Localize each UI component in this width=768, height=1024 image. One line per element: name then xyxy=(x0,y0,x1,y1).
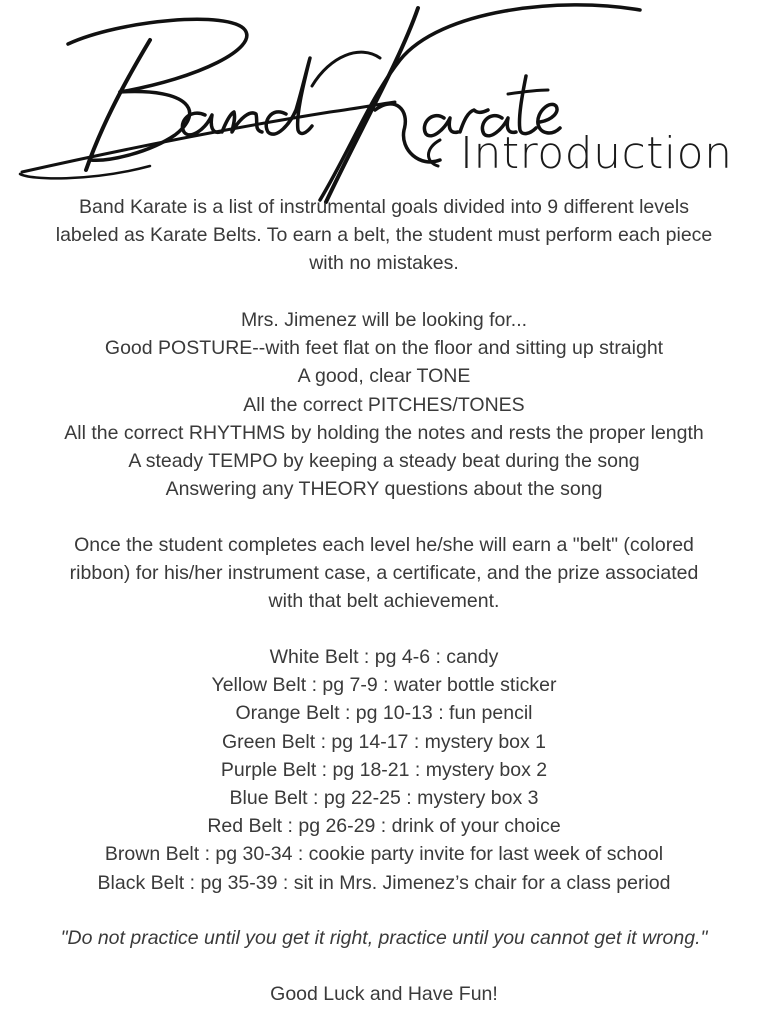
closing-line: Good Luck and Have Fun! xyxy=(270,983,498,1005)
intro-line: with no mistakes. xyxy=(309,252,459,275)
belt-item-yellow: Yellow Belt : pg 7-9 : water bottle sticker xyxy=(211,674,557,697)
criteria-item: Good POSTURE--with feet flat on the floor and sitting up straight xyxy=(104,337,664,360)
belt-item-orange: Orange Belt : pg 10-13 : fun pencil xyxy=(235,702,533,725)
belt-item-brown: Brown Belt : pg 30-34 : cookie party invite for last week of school xyxy=(104,843,664,866)
reward-paragraph xyxy=(40,531,728,616)
criteria-item: Answering any THEORY questions about the song xyxy=(165,478,603,501)
criteria-list xyxy=(40,306,728,503)
intro-line: Band Karate is a list of instrumental goals divided into 9 different levels xyxy=(79,196,689,218)
criteria-item: A good, clear TONE xyxy=(297,365,471,388)
belt-item-black: Black Belt : pg 35-39 : sit in Mrs. Jimenez’s chair for a class period xyxy=(97,871,671,894)
belt-item-blue: Blue Belt : pg 22-25 : mystery box 3 xyxy=(229,787,539,810)
belt-item-green: Green Belt : pg 14-17 : mystery box 1 xyxy=(221,730,547,753)
reward-line: ribbon) for his/her instrument case, a certificate, and the prize associated xyxy=(69,562,699,585)
belt-item-red: Red Belt : pg 26-29 : drink of your choice xyxy=(207,815,561,838)
practice-quote: "Do not practice until you get it right, practice until you cannot get it wrong." xyxy=(60,927,708,949)
criteria-item: A steady TEMPO by keeping a steady beat during the song xyxy=(128,450,640,473)
reward-line: with that belt achievement. xyxy=(268,590,500,613)
reward-line: Once the student completes each level he/she will earn a "belt" (colored xyxy=(74,534,694,556)
document-header xyxy=(0,0,768,210)
intro-paragraph xyxy=(40,193,728,278)
criteria-item: All the correct RHYTHMS by holding the notes and rests the proper length xyxy=(64,421,704,444)
belt-list xyxy=(40,643,728,897)
criteria-item: All the correct PITCHES/TONES xyxy=(243,393,525,416)
intro-line: labeled as Karate Belts. To earn a belt, the student must perform each piece xyxy=(55,224,713,247)
belt-item-white: White Belt : pg 4-6 : candy xyxy=(269,646,499,668)
criteria-heading: Mrs. Jimenez will be looking for... xyxy=(240,309,528,331)
header-subtitle: Introduction xyxy=(460,128,733,179)
belt-item-purple: Purple Belt : pg 18-21 : mystery box 2 xyxy=(220,758,548,781)
